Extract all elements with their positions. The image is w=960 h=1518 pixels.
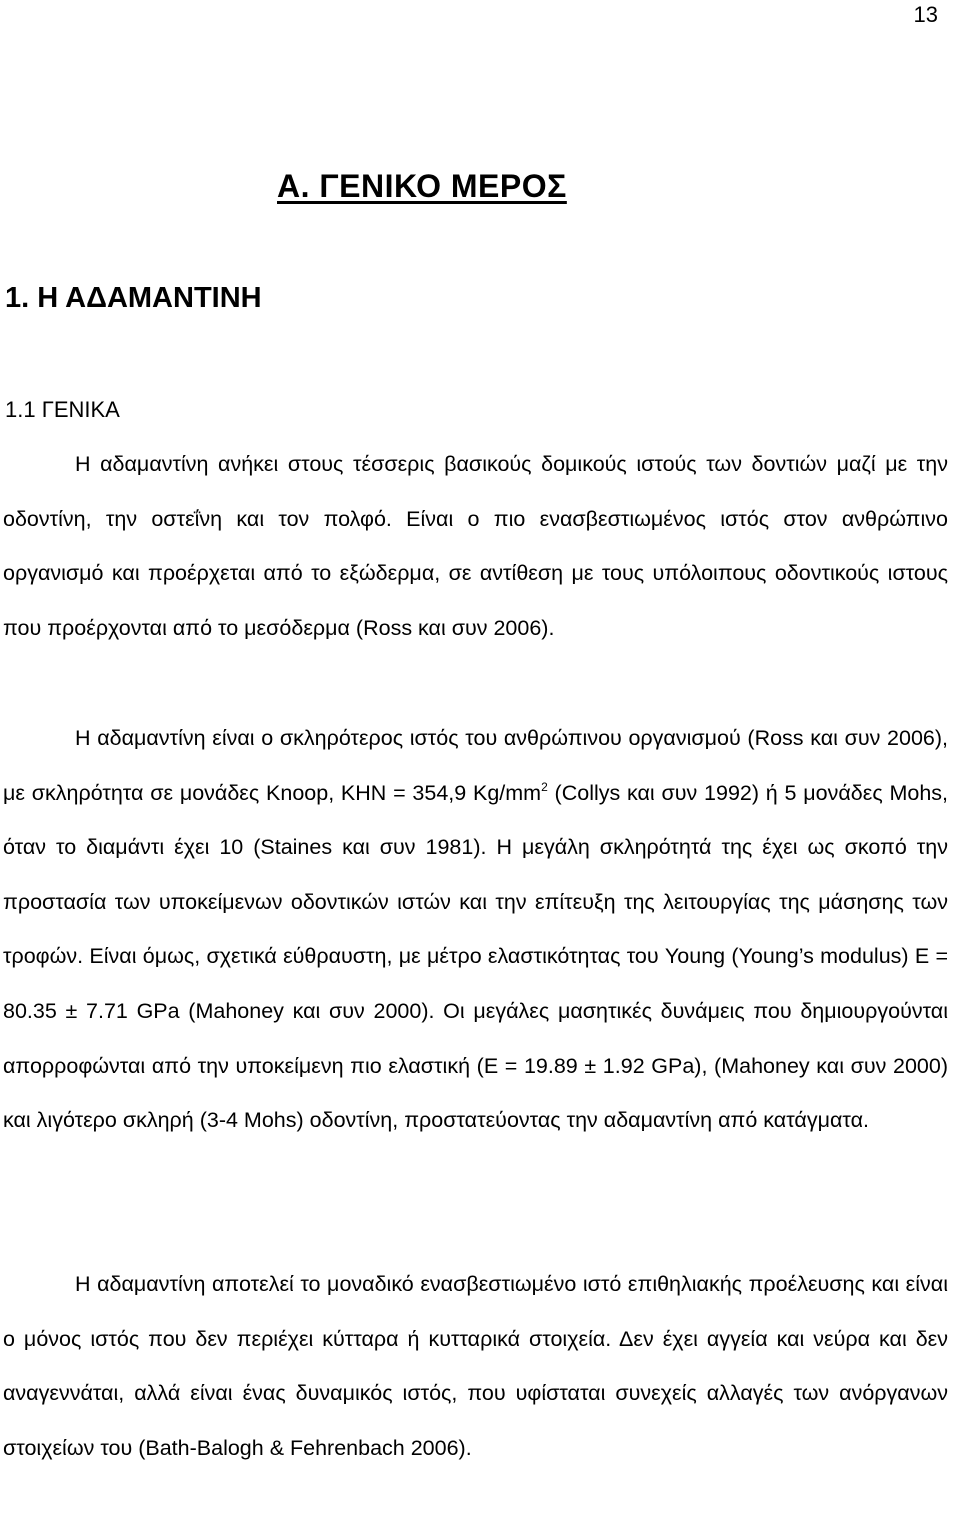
body-paragraph: Η αδαμαντίνη ανήκει στους τέσσερις βασικούς δομικούς ιστούς των δοντιών μαζί με την οδοντίνη, την οστεΐνη και τον πολφό. Είναι ο πιο ενασβεστιωμένος ιστός στον ανθρώπινο οργανισμό και προέρχεται από το εξώδερμα, σε αντίθεση με τους υπόλοιπους οδοντικούς ιστους που προέρχονται από το μεσόδερμα (Ross και συν 2006). [3,452,948,640]
paragraph-text: (Collys και συν 1992) ή 5 μονάδες Mohs, όταν το διαμάντι έχει 10 (Staines και συν 1981). Η μεγάλη σκληρότητά της έχει ως σκοπό την προστασία των υποκείμενων οδοντικών ιστών και την επίτευξη της λειτουργίας της μάσησης των τροφών. Είναι όμως, σχετικά εύθραυστη, με μέτρο ελαστικότητας του Young (Young’s modulus) E = 80.35 ± 7.71 GPa (Mahoney και συν 2000). Οι μεγάλες μασητικές δυνάμεις που δημιουργούνται απορροφώνται από την υποκείμενη πιο ελαστική (E = 19.89 ± 1.92 GPa), (Mahoney και συν 2000) και λιγότερο σκληρή (3-4 Mohs) οδοντίνη, προστατεύοντας την αδαμαντίνη από κατάγματα. [3,780,948,1133]
chapter-title: Α. ΓΕΝΙΚΟ ΜΕΡΟΣ [277,168,567,204]
subsection-title: 1.1 ΓΕΝΙΚΑ [5,397,120,422]
page-number: 13 [913,2,938,27]
body-paragraph [3,711,948,1148]
body-paragraph: Η αδαμαντίνη αποτελεί το μοναδικό ενασβεστιωμένο ιστό επιθηλιακής προέλευσης και είναι ο μόνος ιστός που δεν περιέχει κύτταρα ή κυτταρικά στοιχεία. Δεν έχει αγγεία και νεύρα και δεν αναγεννάται, αλλά είναι ένας δυναμικός ιστός, που υφίσταται συνεχείς αλλαγές των ανόργανων στοιχείων του (Bath-Balogh & Fehrenbach 2006). [3,1272,948,1460]
section-title: 1. Η ΑΔΑΜΑΝΤΙΝΗ [5,282,262,314]
superscript-exponent: 2 [541,779,548,794]
paragraph-text: Η αδαμαντίνη είναι ο σκληρότερος ιστός του ανθρώπινου οργανισμού (Ross και συν 2006), με σκληρότητα σε μονάδες Knoop, KHN = 354,9 Kg/mm [3,726,948,805]
